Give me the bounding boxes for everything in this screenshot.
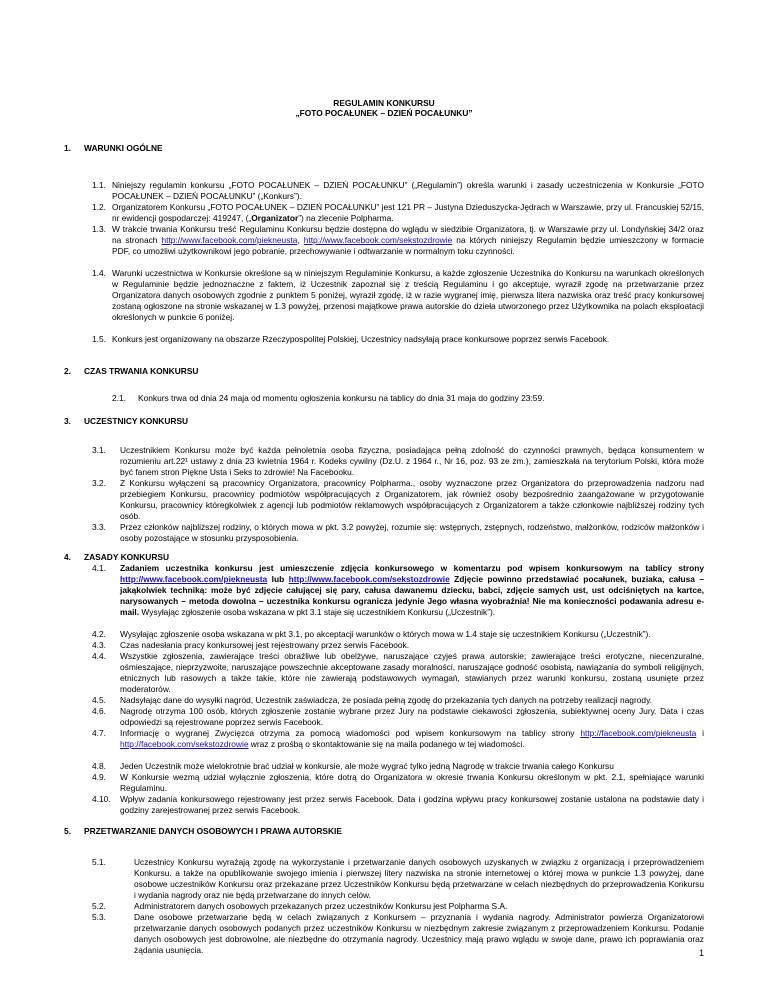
document-subtitle: „FOTO POCAŁUNEK – DZIEŃ POCAŁUNKU” (295, 108, 473, 118)
clause-5-2: 5.2. Administratorem danych osobowych przekazanych przez uczestników Konkursu jest Polpharma S.A. (92, 901, 508, 911)
clause-1-4: 1.4. Warunki uczestnictwa w Konkursie określone są w niniejszym Regulaminie Konkursu, a każde zgłoszenie Uczestnika do Konkursu na warunkach określonych w Regulaminie będzie jednoznaczne z faktem, iż Uczestnik zapoznał się z treścią Regulaminu i go akceptuje, wyraził zgodę na przetwarzanie przez Organizatora danych osobowych zgodnie z punktem 5 poniżej, wyraził zgodę, iż w razie wygranej imię, pierwsza litera nazwiska oraz treść pracy konkursowej zostaną ogłoszone na stronie wskazanej w 1.3 powyżej, przenosi majątkowe prawa autorskie do dzieła utworzonego przez Użytkownika na polach eksploatacji określonych w punkcie 6 poniżej. (92, 268, 704, 322)
clause-4-8: 4.8. Jeden Uczestnik może wielokrotnie brać udział w konkursie, ale może wygrać tylko jedną Nagrodę w trakcie trwania całego Konkursu (92, 761, 614, 771)
clause-4-7: 4.7. Informację o wygranej Zwycięzca otrzyma za pomocą wiadomości pod wpisem konkursowym na tablicy strony http://facebook.com/piekneusta i http://facebook.com/sekstozdrowie wraz z prośbą o skontaktowanie się na maila podanego w tej wiadomości. (92, 728, 705, 749)
clause-4-9: 4.9. W Konkursie wezmą udział wyłącznie zgłoszenia, które dotrą do Organizatora w okresie trwania Konkursu określonym w pkt. 2.1, spełniające warunki Regulaminu. (92, 772, 704, 793)
page-number: 1 (698, 948, 704, 958)
facebook-link-piekneusta[interactable]: http://www.facebook.com/piekneusta (161, 234, 298, 245)
clause-4-3: 4.3. Czas nadesłania pracy konkursowej jest rejestrowany przez serwis Facebook. (92, 640, 410, 650)
clause-5-3: 5.3. Dane osobowe przetwarzane będą w celach związanych z Konkursem – przyznania i wydania nagrody. Administrator powierza Organizatorowi przetwarzanie danych osobowych podanych przez uczestników Konkursu w niezbędnym zakresie związanym z przeprowadzeniem Konkursu. Podanie danych osobowych jest dobrowolne, ale niezbędne do otrzymania nagrody. Uczestnicy mają prawo wglądu w swoje dane, prawo ich poprawiania oraz żądania usunięcia. (92, 912, 704, 955)
clause-4-2: 4.2. Wysyłając zgłoszenie osoba wskazana w pkt 3.1, po akceptacji warunków o których mowa w 1.4 staje się uczestnikiem Konkursu („Uczestnik”). (92, 629, 651, 639)
clause-4-5: 4.5. Nadsyłając dane do wysyłki nagród, Uczestnik zaświadcza, że posiada pełną zgodę do przekazania tych danych na potrzeby realizacji nagrody. (92, 695, 652, 705)
clause-3-2: 3.2. Z Konkursu wyłączeni są pracownicy Organizatora, pracownicy Polpharma., osoby wyznaczone przez Organizatora do przeprowadzenia nadzoru nad przebiegiem Konkursu, pracownicy podmiotów współpracujących z Organizatorem, jak również osoby bezpośrednio zaangażowane w przygotowanie Konkursu, pracownicy któregkolwiek z agencji lub podmiotów reklamowych współpracujących z Organizatorem a także członkowie najbliższej rodziny tych osób. (92, 478, 704, 521)
document-page: REGULAMIN KONKURSU „FOTO POCAŁUNEK – DZIEŃ POCAŁUNKU” 1. WARUNKI OGÓLNE 1.1. Niniejszy regulamin konkursu „FOTO POCAŁUNEK – DZIEŃ POCAŁUNKU” („Regulamin”) określa warunki i zasady uczestniczenia w Konkursie „FOTO POCAŁUNEK – DZIEŃ POCAŁUNKU” („Konkurs”). 1.2. Organizatorem Konkursu „FOTO POCAŁUNEK – DZIEŃ POCAŁUNKU” jest 121 PR – Justyna Dzieduszycka-Jędrach w Warszawie, przy ul. Francuskiej 52/15, nr ewidencji gospodarczej: 419247, („Organizator”) na zlecenie Polpharma. 1.3. W trakcie trwania Konkursu treść Regulaminu Konkursu będzie dostępna do wglądu w siedzibie Organizatora, tj. w Warszawie przy ul. Londyńskiej 34/2 oraz na stronach http://www.facebook.com/piekneusta, http://www.facebook.com/sekstozdrowie na których niniejszy Regulamin będzie umieszczony w formacie PDF, co umożliwi użytkownikowi jego pobranie, przechowywanie i odtwarzanie w normalnym toku czynności. 1.4. Warunki uczestnictwa w Konkursie określone są w niniejszym Regulaminie Konkursu, a każde zgłoszenie Uczestnika do Konkursu na warunkach określonych w Regulaminie będzie jednoznaczne z faktem, iż Uczestnik zapoznał się z treścią Regulaminu i go akceptuje, wyraził zgodę na przetwarzanie przez Organizatora danych osobowych zgodnie z punktem 5 poniżej, wyraził zgodę, iż w razie wygranej imię, pierwsza litera nazwiska oraz treść pracy konkursowej zostaną ogłoszone na stronie wskazanej w 1.3 powyżej, przenosi majątkowe prawa autorskie do dzieła utworzonego przez Użytkownika na polach eksploatacji określonych w punkcie 6 poniżej. 1.5. Konkurs jest organizowany na obszarze Rzeczypospolitej Polskiej, Uczestnicy nadsyłają prace konkursowe poprzez serwis Facebook. 2. CZAS TRWANIA KONKURSU 2.1. Konkurs trwa od dnia 24 maja od momentu ogłoszenia konkursu na tablicy do dnia 31 maja do godziny 23:59. 3. UCZESTNICY KONKURSU 3.1. Uczestnikiem Konkursu może być każda pełnoletnia osoba fizyczna, posiadająca pełną zdolność do czynności prawnych, będąca konsumentem w rozumieniu art.22¹ ustawy z dnia 23 kwietnia 1964 r. Kodeks cywilny (Dz.U. z 1964 r., Nr 16, poz. 93 ze zm.), zamieszkała na terytorium Polski, która może być fanem stron Piękne Usta i Seks to zdrowie! Na Facebooku. 3.2. Z Konkursu wyłączeni są pracownicy Organizatora, pracownicy Polpharma., osoby wyznaczone przez Organizatora do przeprowadzenia nadzoru nad przebiegiem Konkursu, pracownicy podmiotów współpracujących z Organizatorem, jak również osoby bezpośrednio zaangażowane w przygotowanie Konkursu, pracownicy któregkolwiek z agencji lub podmiotów reklamowych współpracujących z Organizatorem a także członkowie najbliższej rodziny tych osób. 3.3. Przez członków najbliższej rodziny, o których mowa w pkt. 3.2 powyżej, rozumie się: wstępnych, zstępnych, rodzeństwo, małżonków, rodziców małżonków i osoby pozostające w stosunku przysposobienia. 4. ZASADY KONKURSU 4.1. Zadaniem uczestnika konkursu jest umieszczenie zdjęcia konkursowego w komentarzu pod wpisem konkursowym na tablicy strony http://www.facebook.com/piekneusta lub http://www.facebook.com/sekstozdrowie Zdjęcie powinno przedstawiać pocałunek, buziaka, całusa – jakąkolwiek techniką: może być zdjęcie całującej się pary, całusa dawanemu dziecku, babci, zdjęcie samych ust, ust odciśniętych na kartce, narysowanych – metoda dowolna – uczestnika konkursu ogranicza jedynie Jego własna wyobraźnia! Nie ma konieczności podawania adresu e-mail. Wysyłając zgłoszenie osoba wskazana w pkt 3.1 staje się uczestnikiem Konkursu („Uczestnik”). 4.2. Wysyłając zgłoszenie osoba wskazana w pkt 3.1, po akceptacji warunków o których mowa w 1.4 staje się uczestnikiem Konkursu („Uczestnik”). 4.3. Czas nadesłania pracy konkursowej jest rejestrowany przez serwis Facebook. 4.4. Wszystkie zgłoszenia, zawierające treści obraźliwe lub obelżywe, naruszające czyjeś prawa autorskie; zawierające treści erotyczne, niecenzuralne, ośmieszające, nieprzyzwoite, naruszające powszechnie akceptowane zasady moralności, naruszające godność osobistą, nawiązania do symboli religijnych, etnicznych lub rasowych a także takie, które nie zawierają podstawowych wymagań, stawianych przez warunki konkursu, zostaną usunięte przez moderatorów. 4.5. Nadsyłając dane do wysyłki nagród, Uczestnik zaświadcza, że posiada pełną zgodę do przekazania tych danych na potrzeby realizacji nagrody. 4.6. Nagrodę otrzyma 100 osób, których zgłoszenie zostanie wybrane przez Jury na podstawie ciekawości zgłoszenia, subiektywnej oceny Jury. Data i czas odpowiedzi są rejestrowane poprzez serwis Facebook. 4.7. Informację o wygranej Zwycięzca otrzyma za pomocą wiadomości pod wpisem konkursowym na tablicy strony http://facebook.com/piekneusta i http://facebook.com/sekstozdrowie wraz z prośbą o skontaktowanie się na maila podanego w tej wiadomości. 4.8. Jeden Uczestnik może wielokrotnie brać udział w konkursie, ale może wygrać tylko jedną Nagrodę w trakcie trwania całego Konkursu 4.9. W Konkursie wezmą udział wyłącznie zgłoszenia, które dotrą do Organizatora w okresie trwania Konkursu określonym w pkt. 2.1, spełniające warunki Regulaminu. 4.10. Wpływ zadania konkursowego rejestrowany jest przez serwis Facebook. Data i godzina wpływu pracy konkursowej zostanie ustalona na podstawie daty i godziny zarejestrowanej przez serwis Facebook. 5. PRZETWARZANIE DANYCH OSOBOWYCH I PRAWA AUTORSKIE 5.1. Uczestnicy Konkursu wyrażają zgodę na wykorzystanie i przetwarzanie danych osobowych uzyskanych w związku z organizacją i przeprowadzeniem Konkursu. a także na opublikowanie swojego imienia i pierwszej litery nazwiska na stronie internetowej o której mowa w punkcie 1.3 powyżej, dane osobowe uczestników Konkursu oraz przekazane przez Uczestników Konkursu będą przetwarzane w celach niezbędnych do przeprowadzenia Konkursu i wydania nagrody oraz nie będą przetwarzane do innych celów. 5.2. Administratorem danych osobowych przekazanych przez uczestników Konkursu jest Polpharma S.A. 5.3. Dane osobowe przetwarzane będą w celach związanych z Konkursem – przyznania i wydania nagrody. Administrator powierza Organizatorowi przetwarzanie danych osobowych podanych przez uczestników Konkursu w niezbędnym zakresie związanym z przeprowadzeniem Konkursu. Podanie danych osobowych jest dobrowolne, ale niezbędne do otrzymania nagrody. Uczestnicy mają prawo wglądu w swoje dane, prawo ich poprawiania oraz żądania usunięcia. 1 (0, 0, 768, 994)
facebook-link-sekstozdrowie[interactable]: http://www.facebook.com/sekstozdrowie (288, 573, 450, 584)
facebook-link-sekstozdrowie[interactable]: http://www.facebook.com/sekstozdrowie (303, 234, 453, 245)
facebook-link-piekneusta[interactable]: http://facebook.com/piekneusta (580, 728, 697, 738)
clause-2-1: 2.1. Konkurs trwa od dnia 24 maja od momentu ogłoszenia konkursu na tablicy do dnia 31 maja do godziny 23:59. (112, 393, 545, 403)
clause-1-1: 1.1. Niniejszy regulamin konkursu „FOTO POCAŁUNEK – DZIEŃ POCAŁUNKU” („Regulamin”) określa warunki i zasady uczestniczenia w Konkursie „FOTO POCAŁUNEK – DZIEŃ POCAŁUNKU” („Konkurs”). (92, 180, 704, 201)
clause-1-3: 1.3. W trakcie trwania Konkursu treść Regulaminu Konkursu będzie dostępna do wglądu w siedzibie Organizatora, tj. w Warszawie przy ul. Londyńskiej 34/2 oraz na stronach http://www.facebook.com/piekneusta, http://www.facebook.com/sekstozdrowie na których niniejszy Regulamin będzie umieszczony w formacie PDF, co umożliwi użytkownikowi jego pobranie, przechowywanie i odtwarzanie w normalnym toku czynności. (92, 224, 705, 256)
clause-4-6: 4.6. Nagrodę otrzyma 100 osób, których zgłoszenie zostanie wybrane przez Jury na podstawie ciekawości zgłoszenia, subiektywnej oceny Jury. Data i czas odpowiedzi są rejestrowane poprzez serwis Facebook. (92, 706, 704, 727)
section-title: WARUNKI OGÓLNE (84, 143, 163, 153)
clause-1-5: 1.5. Konkurs jest organizowany na obszarze Rzeczypospolitej Polskiej, Uczestnicy nadsyłają prace konkursowe poprzez serwis Facebook. (92, 334, 610, 344)
clause-4-1: 4.1. Zadaniem uczestnika konkursu jest umieszczenie zdjęcia konkursowego w komentarzu pod wpisem konkursowym na tablicy strony http://www.facebook.com/piekneusta lub http://www.facebook.com/sekstozdrowie Zdjęcie powinno przedstawiać pocałunek, buziaka, całusa – jakąkolwiek techniką: może być zdjęcie całującej się pary, całusa dawanemu dziecku, babci, zdjęcie samych ust, ust odciśniętych na kartce, narysowanych – metoda dowolna – uczestnika konkursu ogranicza jedynie Jego własna wyobraźnia! Nie ma konieczności podawania adresu e-mail. Wysyłając zgłoszenie osoba wskazana w pkt 3.1 staje się uczestnikiem Konkursu („Uczestnik”). (92, 563, 704, 617)
clause-4-10: 4.10. Wpływ zadania konkursowego rejestrowany jest przez serwis Facebook. Data i godzina wpływu pracy konkursowej zostanie ustalona na podstawie daty i godziny zarejestrowanej przez serwis Facebook. (92, 794, 704, 815)
document-title: REGULAMIN KONKURSU (333, 98, 435, 108)
facebook-link-sekstozdrowie[interactable]: http://facebook.com/sekstozdrowie (120, 738, 249, 749)
clause-5-1: 5.1. Uczestnicy Konkursu wyrażają zgodę na wykorzystanie i przetwarzanie danych osobowych uzyskanych w związku z organizacją i przeprowadzeniem Konkursu. a także na opublikowanie swojego imienia i pierwszej litery nazwiska na stronie internetowej o której mowa w punkcie 1.3 powyżej, dane osobowe uczestników Konkursu oraz przekazane przez Uczestników Konkursu będą przetwarzane w celach niezbędnych do przeprowadzenia Konkursu i wydania nagrody oraz nie będą przetwarzane do innych celów. (92, 857, 704, 900)
facebook-link-piekneusta[interactable]: http://www.facebook.com/piekneusta (120, 573, 268, 584)
clause-3-1: 3.1. Uczestnikiem Konkursu może być każda pełnoletnia osoba fizyczna, posiadająca pełną zdolność do czynności prawnych, będąca konsumentem w rozumieniu art.22¹ ustawy z dnia 23 kwietnia 1964 r. Kodeks cywilny (Dz.U. z 1964 r., Nr 16, poz. 93 ze zm.), zamieszkała na terytorium Polski, która może być fanem stron Piękne Usta i Seks to zdrowie! Na Facebooku. (92, 445, 704, 477)
clause-3-3: 3.3. Przez członków najbliższej rodziny, o których mowa w pkt. 3.2 powyżej, rozumie się: wstępnych, zstępnych, rodzeństwo, małżonków, rodziców małżonków i osoby pozostające w stosunku przysposobienia. (92, 522, 704, 543)
clause-1-2: 1.2. Organizatorem Konkursu „FOTO POCAŁUNEK – DZIEŃ POCAŁUNKU” jest 121 PR – Justyna Dzieduszycka-Jędrach w Warszawie, przy ul. Francuskiej 52/15, nr ewidencji gospodarczej: 419247, („Organizator”) na zlecenie Polpharma. (92, 202, 704, 223)
clause-4-4: 4.4. Wszystkie zgłoszenia, zawierające treści obraźliwe lub obelżywe, naruszające czyjeś prawa autorskie; zawierające treści erotyczne, niecenzuralne, ośmieszające, nieprzyzwoite, naruszające powszechnie akceptowane zasady moralności, naruszające godność osobistą, nawiązania do symboli religijnych, etnicznych lub rasowych a także takie, które nie zawierają podstawowych wymagań, stawianych przez warunki konkursu, zostaną usunięte przez moderatorów. (92, 651, 704, 694)
section-number: 1. (64, 143, 71, 153)
